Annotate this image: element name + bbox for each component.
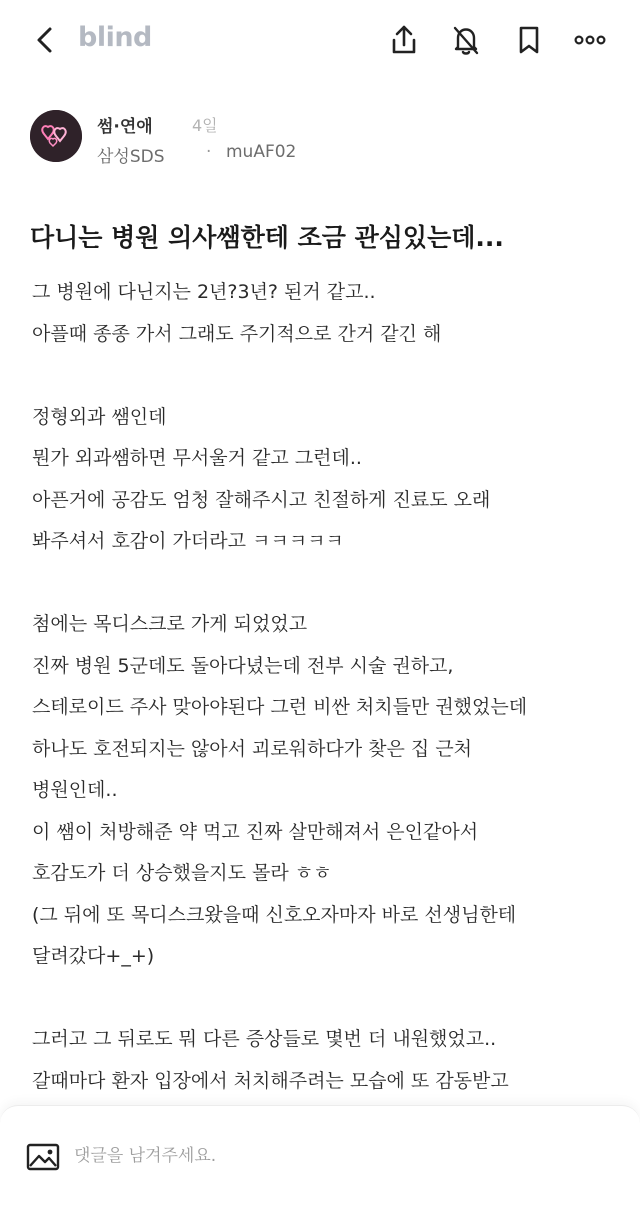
post-author [30,106,610,170]
bookmark-button[interactable] [509,20,549,60]
bell-off-icon [446,20,486,60]
attach-image-button[interactable] [26,1142,60,1172]
body-line: 그 병원에 다닌지는 2년?3년? 된거 같고.. [32,281,376,303]
body-line [32,355,632,397]
author-nickname: muAF02 [226,142,297,162]
body-line: 첨에는 목디스크로 가게 되었었고 [32,613,308,635]
channel-avatar[interactable] [30,110,82,162]
post-title: 다니는 병원 의사쌤한테 조금 관심있는데... [30,223,504,252]
blind-logo[interactable]: blind [78,22,152,53]
body-line: 호감도가 더 상승했을지도 몰라 ㅎㅎ [32,862,332,884]
body-line [32,978,632,1020]
body-line: 달려갔다+_+) [32,945,155,967]
notification-off-button[interactable] [446,20,486,60]
body-line: 진짜 병원 5군데도 돌아다녔는데 전부 시술 권하고, [32,654,454,677]
share-button[interactable] [384,20,424,60]
share-icon [384,20,424,60]
post-time: 4일 [192,116,218,135]
top-bar [0,0,640,80]
body-line: 아픈거에 공감도 엄청 잘해주시고 친절하게 진료도 오래 [32,488,491,511]
body-line: 그러고 그 뒤로도 뭐 다른 증상들로 몇번 더 내원했었고.. [32,1028,497,1050]
body-line: 아플때 종종 가서 그래도 주기적으로 간거 같긴 해 [32,322,442,345]
channel-name[interactable]: 썸·연애 [97,117,153,137]
comment-bar [0,1105,640,1205]
post-body [32,272,632,1102]
body-line: (그 뒤에 또 목디스크왔을때 신호오자마자 바로 선생님한테 [32,903,517,926]
body-line: 병원인데.. [32,779,118,801]
body-line: 정형외과 쌤인데 [32,405,167,428]
author-company: 삼성SDS [97,147,165,167]
bookmark-icon [509,20,549,60]
neon-hearts-image [30,110,82,162]
back-button[interactable] [30,20,64,60]
comment-input[interactable] [74,1136,614,1176]
image-icon [26,1142,60,1172]
body-line: 갈때마다 환자 입장에서 처치해주려는 모습에 또 감동받고 [32,1069,509,1092]
body-line: 스테로이드 주사 맞아야된다 그런 비싼 처치들만 권했었는데 [32,696,528,718]
body-line: 봐주셔서 호감이 가더라고 ㅋㅋㅋㅋㅋ [32,530,344,552]
body-line: 뭔가 외과쌤하면 무서울거 같고 그런데.. [32,447,362,469]
more-icon [570,20,610,60]
more-button[interactable] [570,20,610,60]
body-line: 하나도 호전되지는 않아서 괴로워하다가 찾은 집 근처 [32,737,473,760]
body-line: 이 쌤이 처방해준 약 먹고 진짜 살만해져서 은인같아서 [32,820,479,843]
back-arrow-icon [30,20,64,60]
body-line [32,563,632,605]
meta-separator: · [206,142,212,162]
